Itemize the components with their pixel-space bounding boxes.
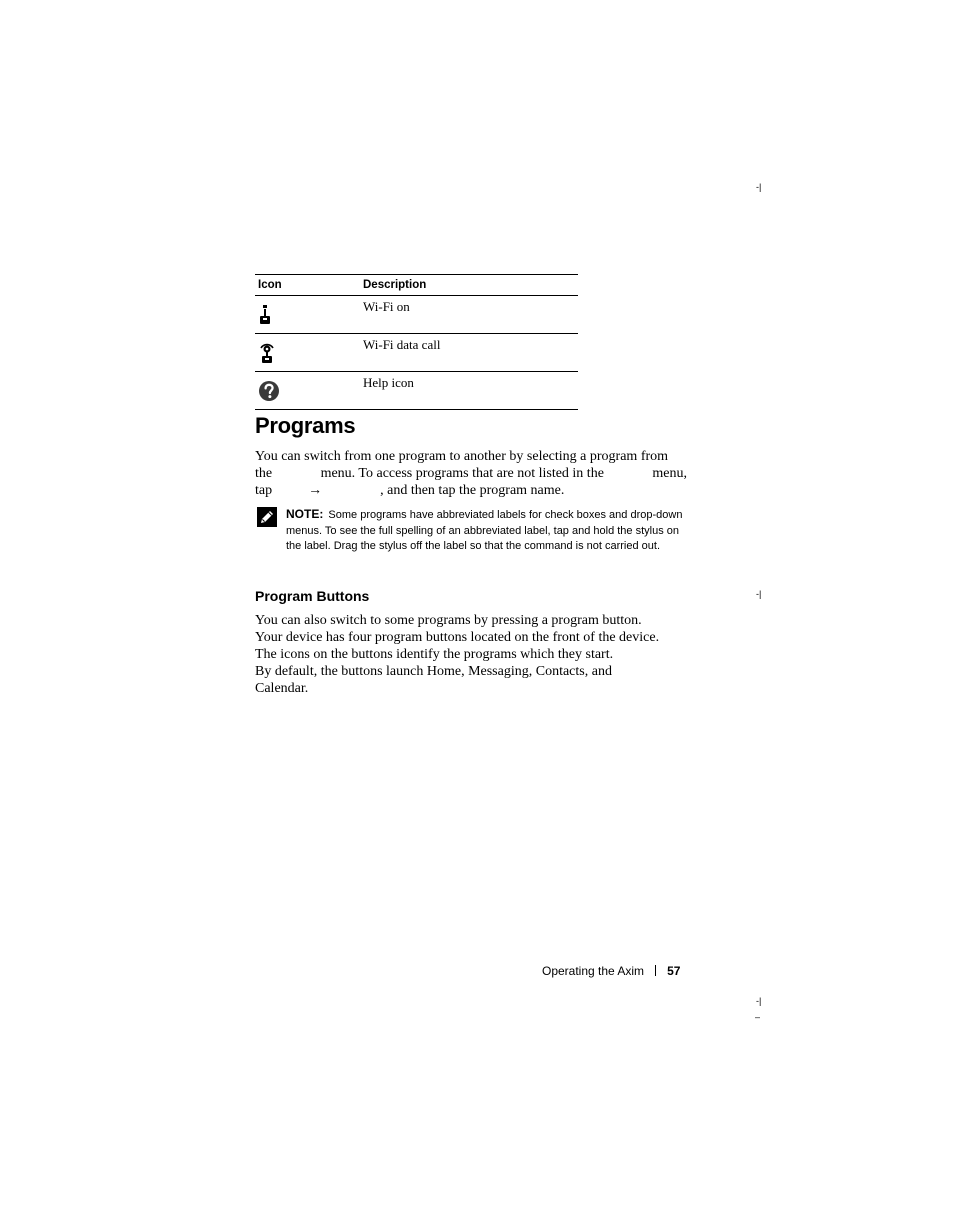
note-label: NOTE:	[286, 507, 324, 521]
page-number: 57	[667, 964, 681, 978]
note-text: Some programs have abbreviated labels for check boxes and drop-down menus. To see the full spelling of an abbreviated label, tap and hold the stylus on the label. Drag the stylus off the label so that the command is not carried out.	[286, 509, 683, 552]
paragraph-line: You can switch from one program to another by selecting a program from	[255, 449, 669, 464]
paragraph-line: the menu. To access programs that are not listed in the menu,	[255, 466, 687, 481]
crop-mark: -|	[756, 996, 762, 1006]
arrow-icon: →	[308, 483, 323, 498]
table-row	[255, 372, 578, 410]
crop-mark: –	[755, 1012, 761, 1022]
paragraph-line: By default, the buttons launch Home, Messaging, Contacts, and	[255, 664, 612, 679]
page-footer	[542, 964, 680, 978]
section-paragraph	[255, 448, 687, 499]
footer-divider	[655, 965, 656, 976]
help-icon	[258, 380, 280, 402]
description-column-header: Description	[363, 275, 578, 296]
crop-mark: -|	[756, 589, 762, 599]
wifi-on-icon	[258, 304, 272, 326]
paragraph-line: tap → , and then tap the program name.	[255, 483, 565, 498]
wifi-data-call-icon	[258, 342, 276, 364]
table-header-row	[255, 275, 578, 296]
icon-table	[255, 274, 578, 410]
section-title: Programs	[255, 413, 356, 438]
row-description: Wi-Fi on	[363, 296, 578, 334]
icon-column-header: Icon	[255, 275, 363, 296]
paragraph-line: Your device has four program buttons located on the front of the device.	[255, 630, 660, 645]
subsection-paragraph	[255, 612, 687, 697]
row-description: Wi-Fi data call	[363, 334, 578, 372]
table-row	[255, 334, 578, 372]
paragraph-line: You can also switch to some programs by pressing a program button.	[255, 613, 642, 628]
note-pencil-icon	[257, 507, 277, 527]
row-description: Help icon	[363, 372, 578, 410]
paragraph-line: The icons on the buttons identify the programs which they start.	[255, 647, 614, 662]
paragraph-line: Calendar.	[255, 681, 309, 696]
crop-mark: -|	[756, 182, 762, 192]
footer-chapter: Operating the Axim	[542, 964, 645, 978]
subsection-title: Program Buttons	[255, 588, 370, 604]
table-row	[255, 296, 578, 334]
